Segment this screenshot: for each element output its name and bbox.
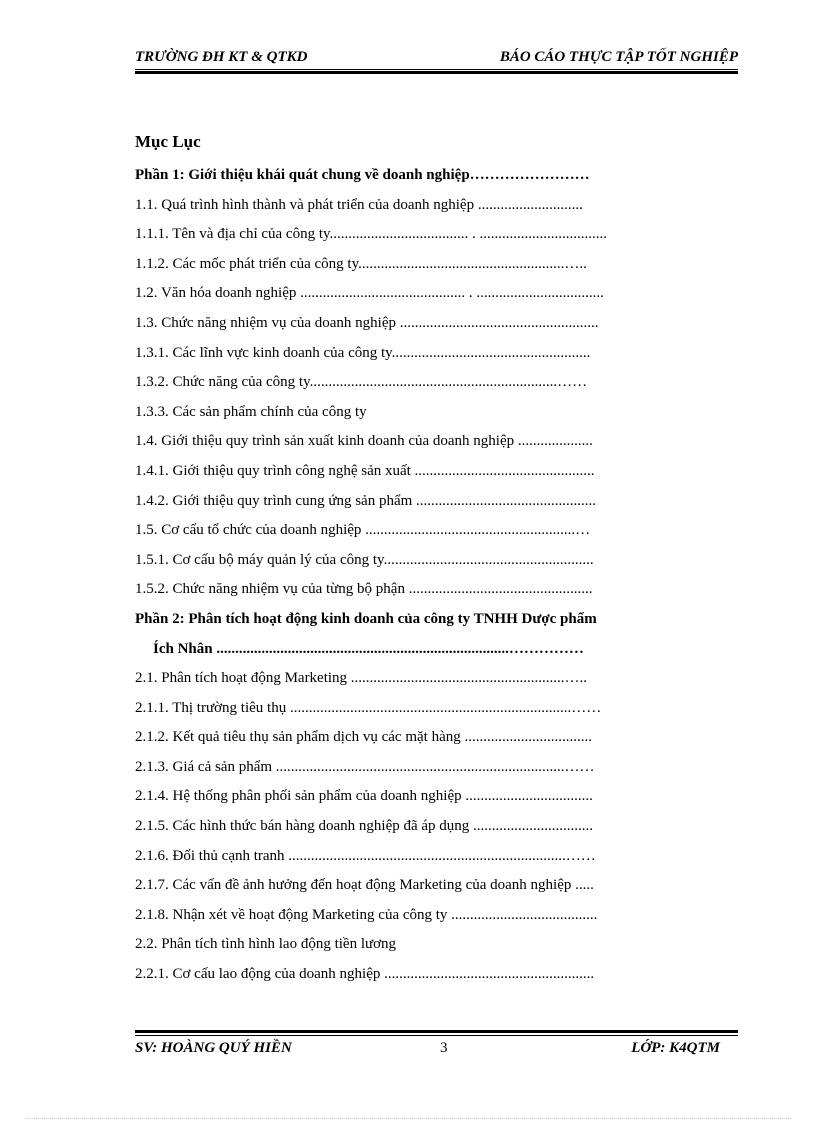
footer-rule-thin [135,1035,738,1036]
toc-entry: 2.1.2. Kết quả tiêu thụ sản phẩm dịch vụ các mặt hàng .................................. [135,729,592,746]
toc-entry: 2.1.7. Các vấn đề ảnh hưởng đến hoạt động Marketing của doanh nghiệp ..... [135,877,594,894]
toc-entry: Phần 2: Phân tích hoạt động kinh doanh của công ty TNHH Dược phẩm [135,610,597,627]
toc-entry: 1.3.2. Chức năng của công ty..................................................................…… [135,374,588,391]
toc-entry: Phần 1: Giới thiệu khái quát chung về doanh nghiệp…………………… [135,167,590,183]
toc-entry: 1.5.1. Cơ cấu bộ máy quản lý của công ty........................................................ [135,551,594,568]
toc-entry: 1.3.1. Các lĩnh vực kinh doanh của công ty..................................................... [135,344,591,361]
toc-entry: 2.1. Phân tích hoạt động Marketing .........................................................….. [135,670,588,687]
toc-entry: 1.4.1. Giới thiệu quy trình công nghệ sản xuất ................................................ [135,462,595,479]
header-rule-thin [135,69,738,70]
toc-entry: 1.4.2. Giới thiệu quy trình cung ứng sản phẩm ................................................ [135,492,597,509]
toc-entry: 1.2. Văn hóa doanh nghiệp ............................................ . .................................. [135,285,604,302]
toc-entry: 2.1.8. Nhận xét về hoạt động Marketing của công ty ....................................... [135,906,598,923]
page-edge [25,1118,791,1119]
table-of-contents [135,163,695,992]
toc-entry: Ích Nhân ..............................................................................…………… [153,640,584,657]
toc-entry: 2.1.3. Giá cả sản phẩm .............................................................................…… [135,758,595,775]
toc-entry: 2.1.4. Hệ thống phân phối sản phẩm của doanh nghiệp .................................. [135,788,593,805]
toc-entry: 1.3.3. Các sản phẩm chính của công ty [135,403,367,420]
header-rule-thick [135,71,738,74]
toc-entry: 2.1.6. Đối thủ cạnh tranh ..........................................................................…… [135,847,596,864]
page-title: Mục Lục [135,132,201,151]
page-header [135,49,738,69]
toc-entry: 1.1. Quá trình hình thành và phát triển của doanh nghiệp ............................ [135,196,583,213]
toc-entry: 1.5.2. Chức năng nhiệm vụ của từng bộ phận ................................................. [135,581,593,598]
toc-entry: 1.1.2. Các mốc phát triển của công ty.......................................................….. [135,255,587,272]
toc-entry: 1.4. Giới thiệu quy trình sản xuất kinh doanh của doanh nghiệp .................... [135,433,593,450]
toc-entry: 2.1.1. Thị trường tiêu thụ ...........................................................................…… [135,699,602,716]
toc-entry: 1.5. Cơ cấu tổ chức của doanh nghiệp ........................................................… [135,522,591,539]
footer-class: LỚP: K4QTM [631,1040,720,1056]
page-number: 3 [440,1040,448,1056]
header-school: TRƯỜNG ĐH KT & QTKD [135,49,308,65]
toc-entry: 2.1.5. Các hình thức bán hàng doanh nghiệp đã áp dụng ................................ [135,818,594,835]
header-report-title: BÁO CÁO THỰC TẬP TỐT NGHIỆP [499,49,738,65]
footer-rule-thick [135,1030,738,1033]
toc-entry: 1.3. Chức năng nhiệm vụ của doanh nghiệp ..................................................... [135,314,599,331]
page-footer [135,1040,738,1060]
toc-entry: 2.2.1. Cơ cấu lao động của doanh nghiệp ........................................................ [135,966,595,983]
toc-entry: 1.1.1. Tên và địa chỉ của công ty..................................... . .................................. [135,226,608,243]
footer-student: SV: HOÀNG QUÝ HIỀN [135,1040,292,1056]
toc-entry: 2.2. Phân tích tình hình lao động tiền lương [135,936,397,953]
